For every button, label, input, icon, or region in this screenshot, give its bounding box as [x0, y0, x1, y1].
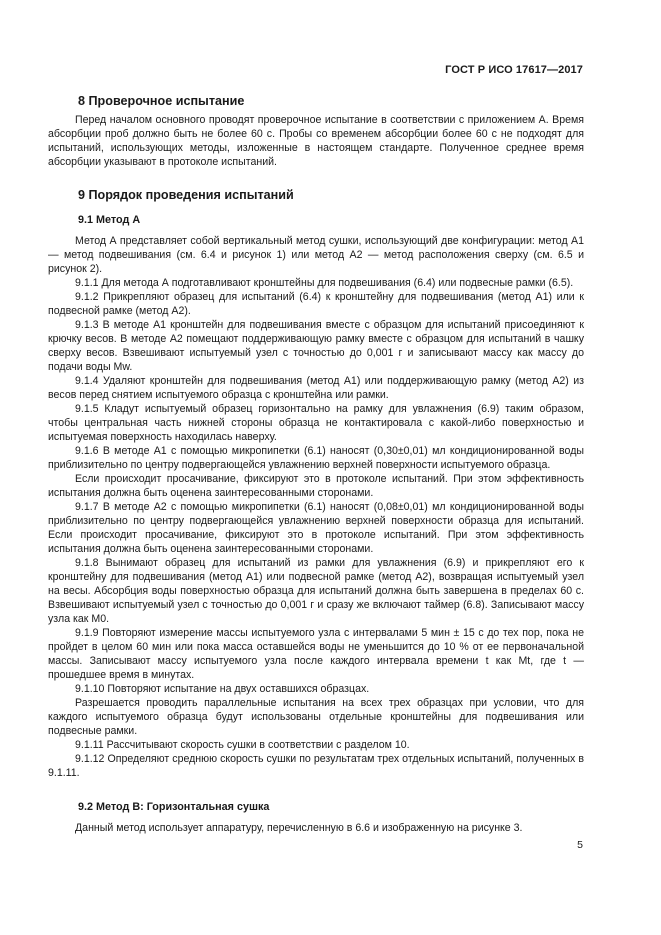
subsection-9-2-body [48, 821, 584, 835]
subsection-9-2-title: 9.2 Метод В: Горизонтальная сушка [78, 801, 270, 813]
paragraph: 9.1.11 Рассчитывают скорость сушки в соответствии с разделом 10. [75, 739, 410, 751]
paragraph: 9.1.10 Повторяют испытание на двух оставшихся образцах. [75, 683, 370, 695]
paragraph: Если происходит просачивание, фиксируют это в протоколе испытаний. При этом эффективность испытания должна быть оценена заинтересованными сторонами. [48, 473, 584, 499]
section-9-title: 9 Порядок проведения испытаний [78, 188, 294, 202]
paragraph: 9.1.7 В методе А2 с помощью микропипетки (6.1) наносят (0,08±0,01) мл кондиционированной воды приблизительно по центру подвергающейся увлажнению верхней поверхности образца для испытаний. Если происходит просачивание, фиксируют это в протоколе испытаний. При этом эффективность испытания должна быть оценена заинтересованными сторонами. [48, 501, 584, 555]
paragraph: 9.1.8 Вынимают образец для испытаний из рамки для увлажнения (6.9) и прикрепляют его к кронштейну для подвешивания (метод А1) или подвесной рамке (метод А2), возвращая испытуемый узел на весы. Абсорбция воды поверхностью образца для испытаний должна быть завершена в пределах 60 с. Взвешивают испытуемый узел с точностью до 0,001 г и сразу же включают таймер (6.8). Записывают массу узла как M0. [48, 557, 584, 625]
section-8-title: 8 Проверочное испытание [78, 94, 245, 108]
paragraph: 9.1.9 Повторяют измерение массы испытуемого узла с интервалами 5 мин ± 15 с до тех пор, пока не пройдет в целом 60 мин или пока масса оставшейся воды не уменьшится до 10 % от ее первоначальной массы. Записывают массу испытуемого узла после каждого интервала времени t как Mt, где t — прошедшее время в минутах. [48, 627, 584, 681]
paragraph: 9.1.2 Прикрепляют образец для испытаний (6.4) к кронштейну для подвешивания (метод А1) или к подвесной рамке (метод А2). [48, 291, 584, 317]
paragraph: Перед началом основного проводят проверочное испытание в соответствии с приложением А. Время абсорбции проб должно быть не более 60 с. Пробы со временем абсорбции более 60 с не подходят для испытаний, использующих методы, изложенные в настоящем стандарте. Полученное среднее время абсорбции указывают в протоколе испытаний. [48, 114, 584, 168]
paragraph: 9.1.1 Для метода А подготавливают кронштейны для подвешивания (6.4) или подвесные рамки (6.5). [75, 277, 574, 289]
subsection-9-1-body [48, 234, 584, 780]
section-8-body [48, 113, 584, 169]
paragraph: 9.1.3 В методе А1 кронштейн для подвешивания вместе с образцом для испытаний присоединяют к крючку весов. В методе А2 помещают поддерживающую рамку вместе с образцом для испытаний в чашку сверху весов. Взвешивают испытуемый узел с точностью до 0,001 г и записывают массу как массу до подачи воды Mw. [48, 319, 584, 373]
paragraph: Разрешается проводить параллельные испытания на всех трех образцах при условии, что для каждого испытуемого образца будут использованы отдельные кронштейны для подвешивания или подвесные рамки. [48, 697, 584, 737]
paragraph: Данный метод использует аппаратуру, перечисленную в 6.6 и изображенную на рисунке 3. [75, 822, 523, 834]
page-number: 5 [577, 839, 583, 851]
paragraph: 9.1.5 Кладут испытуемый образец горизонтально на рамку для увлажнения (6.9) таким образом, чтобы центральная часть нижней стороны образца не контактировала с какой-либо поверхностью и испытуемая поверхность находилась наверху. [48, 403, 584, 443]
paragraph: 9.1.12 Определяют среднюю скорость сушки по результатам трех отдельных испытаний, полученных в 9.1.11. [48, 753, 584, 779]
paragraph: 9.1.4 Удаляют кронштейн для подвешивания (метод А1) или поддерживающую рамку (метод А2) из весов перед снятием испытуемого образца с кронштейна или рамки. [48, 375, 584, 401]
subsection-9-1-title: 9.1 Метод А [78, 214, 141, 226]
document-code: ГОСТ Р ИСО 17617—2017 [445, 64, 583, 76]
paragraph: 9.1.6 В методе А1 с помощью микропипетки (6.1) наносят (0,30±0,01) мл кондиционированной воды приблизительно по центру подвергающейся увлажнению верхней поверхности испытуемого образца. [48, 445, 584, 471]
paragraph: Метод А представляет собой вертикальный метод сушки, использующий две конфигурации: метод А1 — метод подвешивания (см. 6.4 и рисунок 1) или метод А2 — метод расположения сверху (см. 6.5 и рисунок 2). [48, 235, 584, 275]
